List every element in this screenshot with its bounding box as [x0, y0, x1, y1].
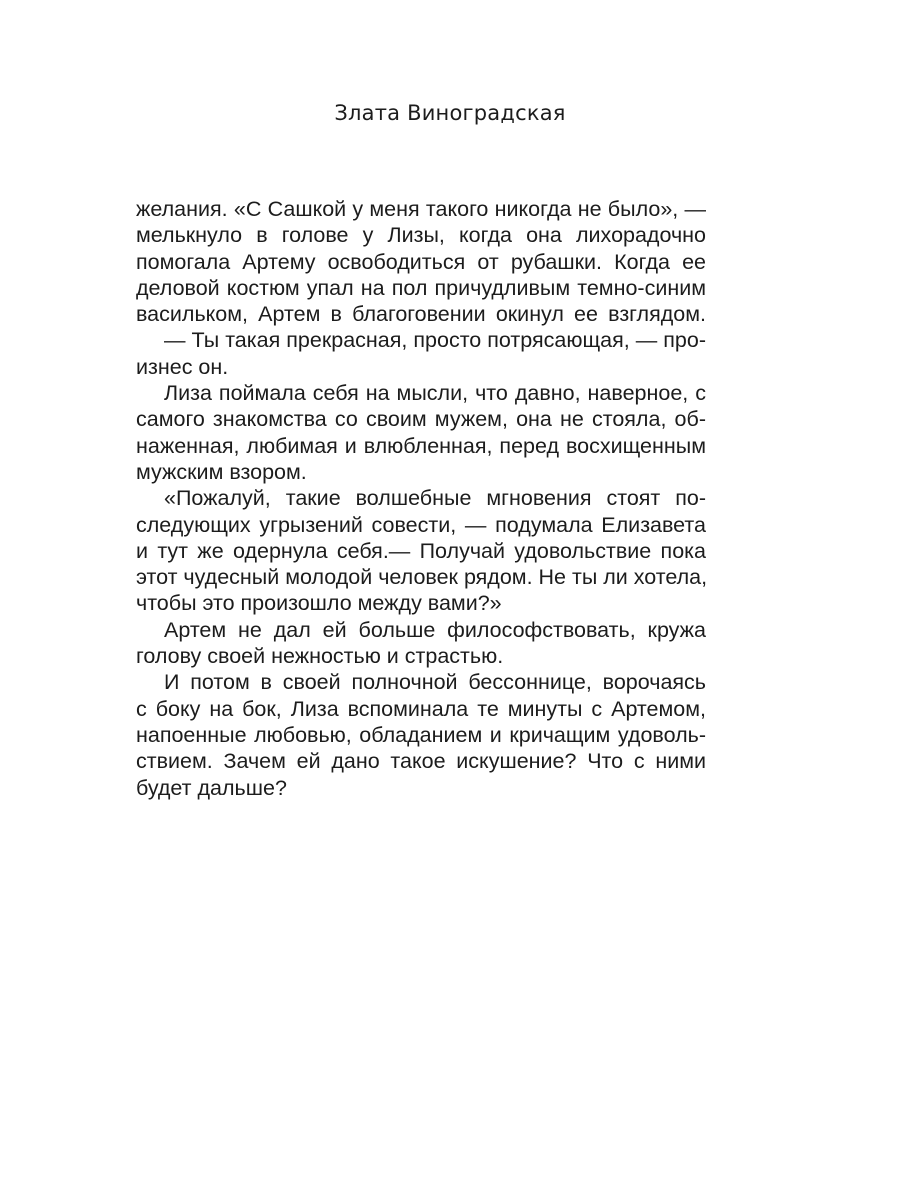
- paragraph-4: [136, 485, 706, 616]
- running-head-author: Злата Виноградская: [334, 101, 566, 125]
- paragraph-5: [136, 617, 706, 670]
- text-line: самого знакомства со своим мужем, она не стояла, об-: [136, 407, 706, 432]
- text-line: этот чудесный молодой человек рядом. Не ты ли хотела,: [136, 565, 708, 590]
- body-text: [136, 196, 706, 801]
- paragraph-2: [136, 327, 706, 380]
- text-line: И потом в своей полночной бессоннице, ворочаясь: [164, 670, 706, 695]
- text-line: деловой костюм упал на пол причудливым темно-синим: [136, 275, 706, 300]
- text-line: мелькнуло в голове у Лизы, когда она лихорадочно: [136, 223, 706, 248]
- text-line: васильком, Артем в благоговении окинул ее взглядом.: [136, 302, 706, 327]
- text-line: мужским взором.: [136, 459, 307, 484]
- text-line: будет дальше?: [136, 775, 287, 800]
- text-line: — Ты такая прекрасная, просто потрясающая, — про-: [164, 328, 706, 353]
- text-line: изнес он.: [136, 354, 229, 379]
- text-line: желания. «С Сашкой у меня такого никогда не было», —: [136, 197, 706, 221]
- paragraph-1: [136, 196, 706, 327]
- text-line: напоенные любовью, обладанием и кричащим удоволь-: [136, 722, 706, 747]
- text-line: Лиза поймала себя на мысли, что давно, наверное, с: [164, 381, 706, 406]
- text-line: с боку на бок, Лиза вспоминала те минуты с Артемом,: [136, 696, 706, 721]
- paragraph-6: [136, 669, 706, 800]
- text-line: «Пожалуй, такие волшебные мгновения стоят по-: [164, 486, 706, 511]
- text-line: и тут же одернула себя.— Получай удовольствие пока: [136, 538, 706, 563]
- text-line: Артем не дал ей больше философствовать, кружа: [164, 617, 706, 642]
- text-line: помогала Артему освободиться от рубашки. Когда ее: [136, 249, 706, 274]
- text-line: чтобы это произошло между вами?»: [136, 591, 502, 616]
- text-line: ствием. Зачем ей дано такое искушение? Что с ними: [136, 749, 706, 774]
- text-line: следующих угрызений совести, — подумала Елизавета: [136, 512, 706, 537]
- text-line: голову своей нежностью и страстью.: [136, 644, 504, 669]
- paragraph-3: [136, 380, 706, 485]
- text-line: наженная, любимая и влюбленная, перед восхищенным: [136, 433, 706, 458]
